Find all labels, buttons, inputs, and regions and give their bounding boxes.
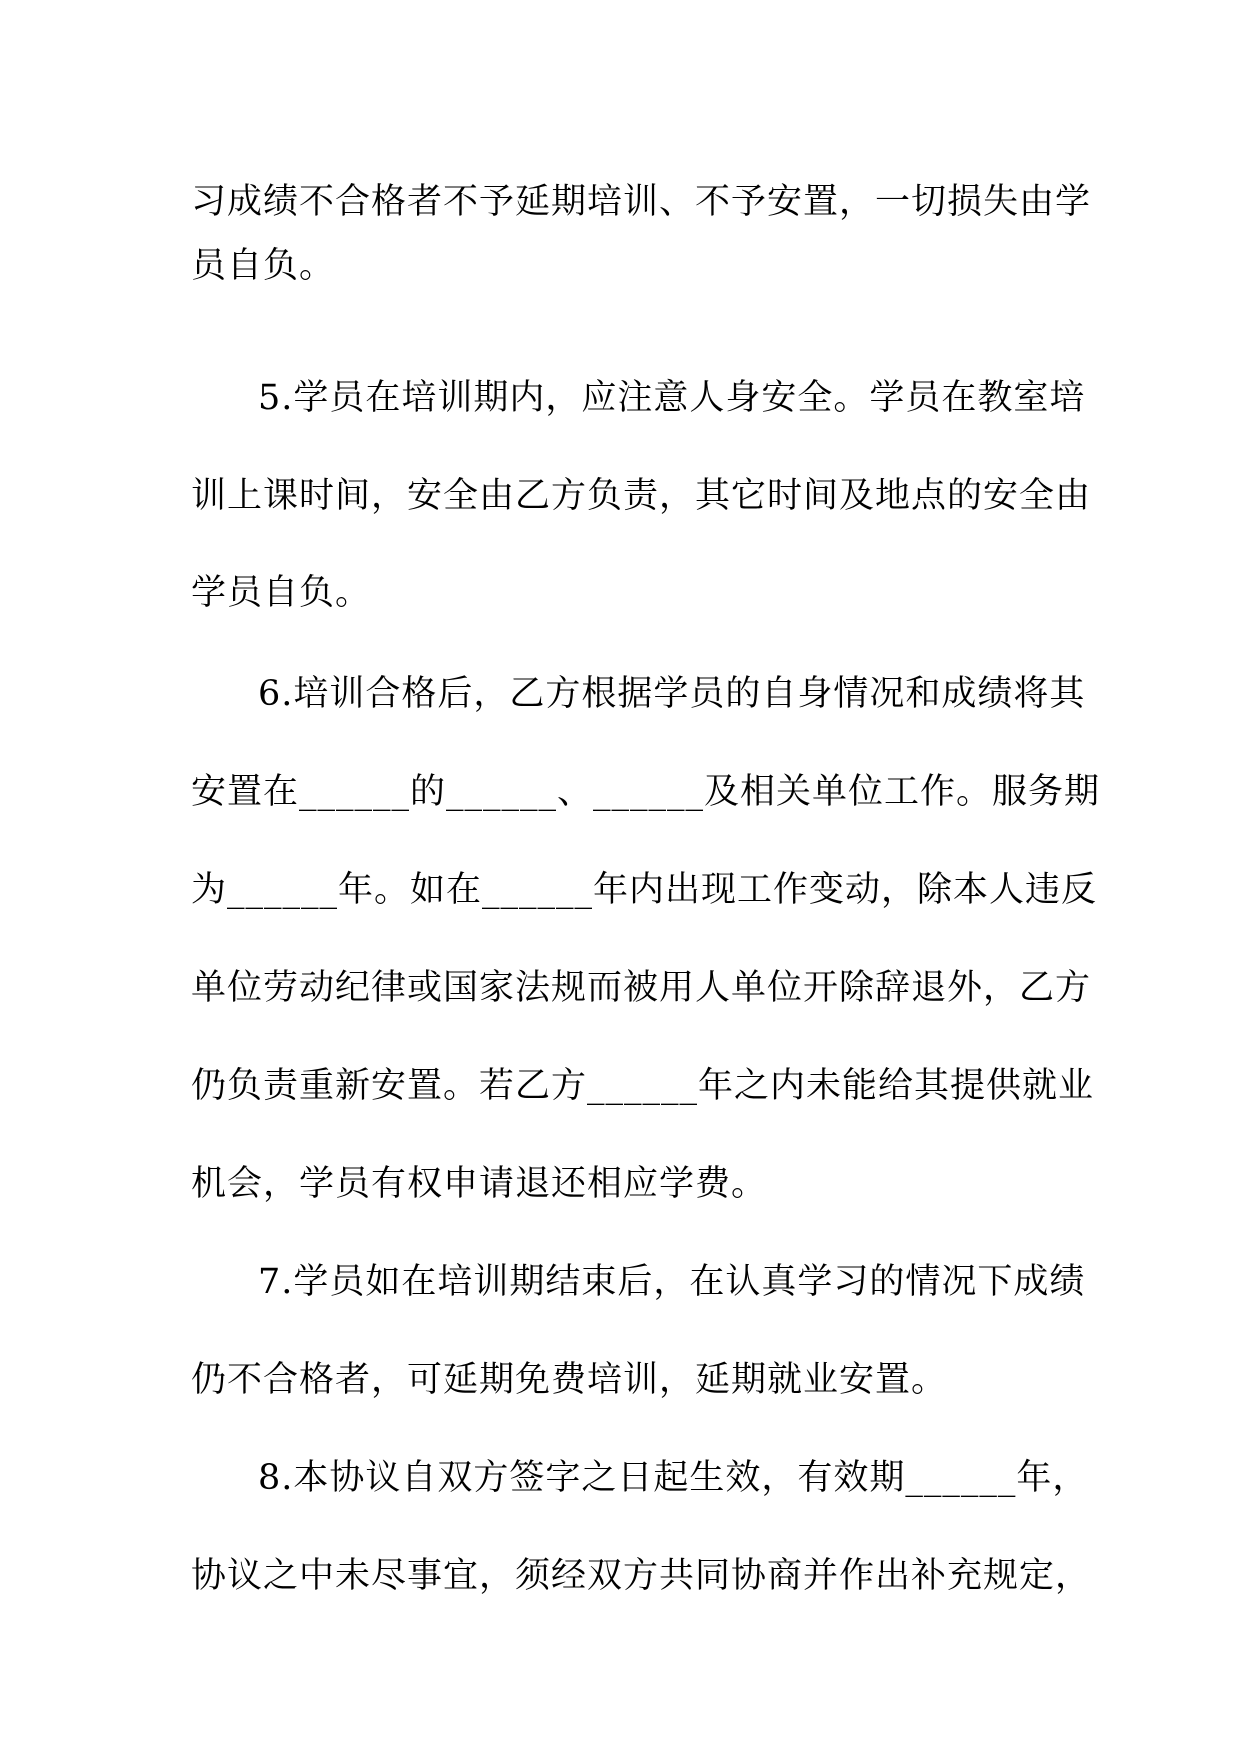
text-line: 8.本协议自双方签字之日起生效，有效期______年，	[258, 1458, 1089, 1498]
text-line: 6.培训合格后，乙方根据学员的自身情况和成绩将其	[258, 674, 1086, 714]
text-line: 协议之中未尽事宜，须经双方共同协商并作出补充规定，	[191, 1556, 1092, 1596]
text-line: 为______年。如在______年内出现工作变动，除本人违反	[191, 870, 1098, 910]
text-line: 训上课时间，安全由乙方负责，其它时间及地点的安全由	[191, 476, 1092, 516]
text-line: 员自负。	[191, 246, 336, 286]
text-line: 仍不合格者，可延期免费培训，延期就业安置。	[191, 1360, 948, 1400]
text-line: 仍负责重新安置。若乙方______年之内未能给其提供就业	[191, 1066, 1095, 1106]
text-line: 5.学员在培训期内，应注意人身安全。学员在教室培	[258, 378, 1086, 418]
text-line: 7.学员如在培训期结束后，在认真学习的情况下成绩	[258, 1262, 1086, 1302]
text-line: 习成绩不合格者不予延期培训、不予安置，一切损失由学	[191, 182, 1092, 222]
text-line: 学员自负。	[191, 573, 372, 613]
text-line: 单位劳动纪律或国家法规而被用人单位开除辞退外，乙方	[191, 968, 1092, 1008]
text-line: 机会，学员有权申请退还相应学费。	[191, 1164, 768, 1204]
text-line: 安置在______的______、______及相关单位工作。服务期	[191, 772, 1101, 812]
